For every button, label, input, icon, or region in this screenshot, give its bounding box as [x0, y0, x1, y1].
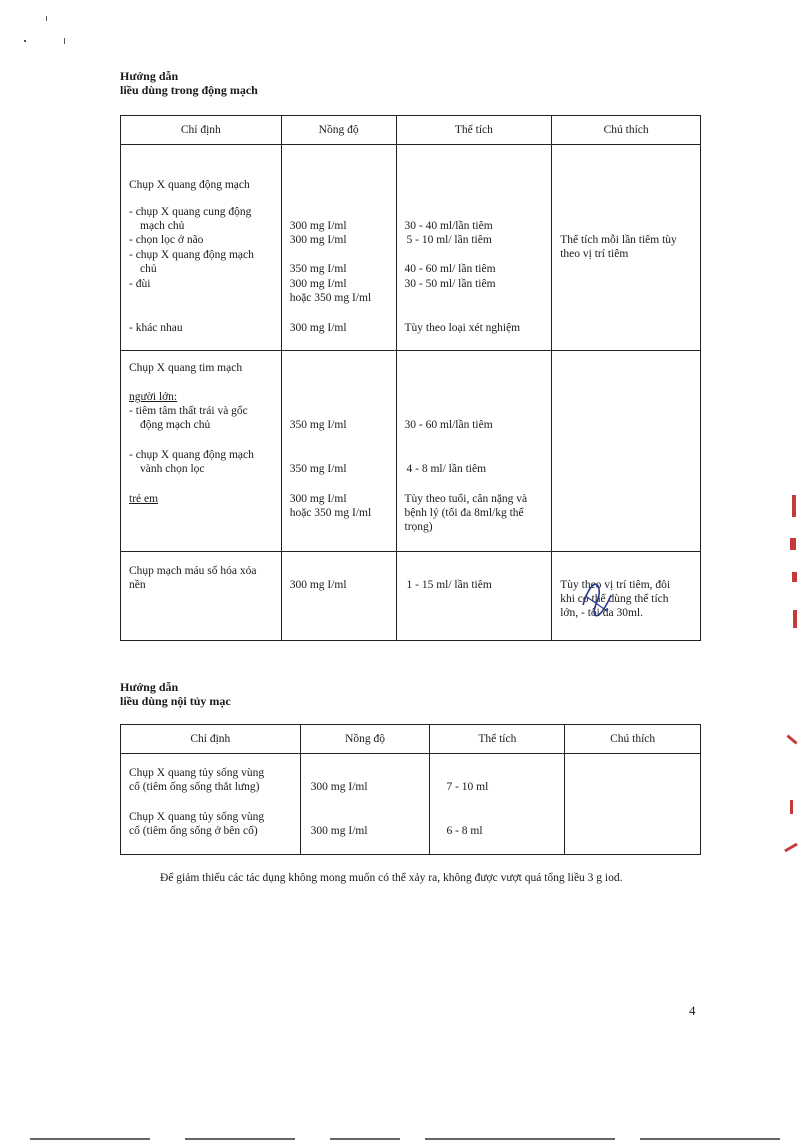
volume-value: Tùy theo tuổi, cân nặng và	[404, 493, 528, 505]
concentration-value: 300 mg I/ml	[310, 825, 368, 837]
indication-line: - chụp X quang cung động	[129, 206, 252, 218]
concentration-value: 300 mg I/ml	[310, 781, 368, 793]
section2-title-line1: Hướng dẫn	[120, 680, 179, 694]
child-label: trẻ em	[129, 493, 159, 505]
col-header-note: Chú thích	[552, 116, 701, 145]
table-row	[121, 145, 701, 351]
section1-title-line1: Hướng dẫn	[120, 69, 179, 83]
concentration-value: 300 mg I/ml	[289, 322, 347, 334]
concentration-value: 300 mg I/ml	[289, 278, 347, 290]
indication-line: Chụp X quang tủy sống vùng	[129, 767, 265, 779]
cell-concentration	[281, 351, 396, 552]
scan-edge-line	[640, 1138, 780, 1140]
volume-value: 7 - 10 ml	[446, 781, 489, 793]
cell-note	[552, 351, 701, 552]
indication-line: động mạch chủ	[140, 419, 211, 431]
note-text: lớn, - tối đa 30ml.	[560, 607, 643, 619]
indication-line: - chọn lọc ở não	[129, 234, 204, 246]
cell-indication	[121, 145, 282, 351]
indication-line: Chụp X quang tủy sống vùng	[129, 811, 265, 823]
cell-volume	[396, 145, 552, 351]
table-header-row	[121, 116, 701, 145]
volume-value: bệnh lý (tối đa 8ml/kg thể	[404, 507, 524, 519]
indication-line: Chụp mạch máu số hóa xóa	[129, 565, 257, 577]
cell-note	[552, 145, 701, 351]
table-header-row	[121, 725, 701, 754]
cell-indication	[121, 351, 282, 552]
volume-value: trọng)	[404, 521, 433, 533]
stamp-fragment	[786, 734, 797, 744]
indication-title: Chụp X quang tim mạch	[129, 362, 243, 374]
col-header-concentration: Nồng độ	[281, 116, 396, 145]
note-text: khi có thể dùng thể tích	[560, 593, 669, 605]
stamp-fragment	[793, 610, 797, 628]
note-text: Tùy theo vị trí tiêm, đôi	[560, 579, 671, 591]
indication-line: vành chọn lọc	[140, 463, 205, 475]
page-number: 4	[689, 1003, 696, 1018]
indication-line: - chụp X quang động mạch	[129, 449, 254, 461]
concentration-value: 300 mg I/ml	[289, 220, 347, 232]
concentration-value: 300 mg I/ml	[289, 234, 347, 246]
intra-arterial-dosage-table	[120, 115, 701, 641]
stamp-fragment	[792, 572, 797, 582]
cell-volume	[396, 552, 552, 641]
volume-value: Tùy theo loại xét nghiệm	[404, 322, 521, 334]
cell-concentration	[281, 552, 396, 641]
cell-indication	[121, 552, 282, 641]
adult-label: người lớn:	[129, 391, 178, 403]
cell-note	[552, 552, 701, 641]
stamp-fragment	[784, 843, 798, 853]
indication-line: nền	[129, 579, 146, 591]
indication-line: - chụp X quang động mạch	[129, 249, 254, 261]
scan-speck	[24, 40, 26, 42]
volume-value: 5 - 10 ml/ lần tiêm	[406, 234, 492, 246]
volume-value: 30 - 60 ml/lần tiêm	[404, 419, 493, 431]
stamp-fragment	[790, 800, 793, 814]
indication-line: - đùi	[129, 278, 151, 290]
intrathecal-dosage-table	[120, 724, 701, 855]
cell-indication	[121, 754, 301, 855]
col-header-indication: Chỉ định	[121, 725, 301, 754]
indication-title: Chụp X quang động mạch	[129, 179, 250, 191]
section2-heading	[120, 680, 231, 708]
indication-line: cổ (tiêm ống sống ở bên cổ)	[129, 825, 258, 837]
handwritten-signature-mark	[577, 575, 617, 623]
scan-edge-line	[330, 1138, 400, 1140]
cell-note	[565, 754, 701, 855]
concentration-value: 350 mg I/ml	[289, 419, 347, 431]
indication-line: - tiêm tâm thất trái và gốc	[129, 405, 248, 417]
volume-value: 40 - 60 ml/ lần tiêm	[404, 263, 496, 275]
scan-speck	[64, 38, 65, 44]
concentration-value: 350 mg I/ml	[289, 463, 347, 475]
stamp-fragment	[792, 495, 796, 517]
table-row	[121, 754, 701, 855]
scan-edge-line	[185, 1138, 295, 1140]
col-header-indication: Chỉ định	[121, 116, 282, 145]
indication-line: cổ (tiêm ống sống thắt lưng)	[129, 781, 260, 793]
concentration-value: 350 mg I/ml	[289, 263, 347, 275]
volume-value: 30 - 40 ml/lần tiêm	[404, 220, 493, 232]
volume-value: 6 - 8 ml	[446, 825, 483, 837]
scan-edge-line	[425, 1138, 615, 1140]
col-header-volume: Thể tích	[396, 116, 552, 145]
concentration-value: 300 mg I/ml	[289, 579, 347, 591]
note-text: theo vị trí tiêm	[560, 248, 629, 260]
scan-edge-line	[30, 1138, 150, 1140]
dosage-limit-footnote: Để giảm thiểu các tác dụng không mong muốn có thể xảy ra, không được vượt quá tổng liều 3 g iod.	[160, 872, 623, 884]
col-header-volume: Thể tích	[430, 725, 565, 754]
col-header-note: Chú thích	[565, 725, 701, 754]
section1-title-line2: liều dùng trong động mạch	[120, 83, 258, 97]
col-header-concentration: Nồng độ	[300, 725, 430, 754]
volume-value: 1 - 15 ml/ lần tiêm	[406, 579, 492, 591]
indication-line: mạch chủ	[140, 220, 185, 232]
concentration-value: hoặc 350 mg I/ml	[289, 507, 372, 519]
section2-title-line2: liều dùng nội tủy mạc	[120, 694, 231, 708]
cell-volume	[430, 754, 565, 855]
table-row	[121, 351, 701, 552]
cell-concentration	[300, 754, 430, 855]
cell-volume	[396, 351, 552, 552]
indication-line: - khác nhau	[129, 322, 183, 334]
volume-value: 4 - 8 ml/ lần tiêm	[406, 463, 487, 475]
cell-concentration	[281, 145, 396, 351]
concentration-value: hoặc 350 mg I/ml	[289, 292, 372, 304]
indication-line: chủ	[140, 263, 157, 275]
volume-value: 30 - 50 ml/ lần tiêm	[404, 278, 496, 290]
stamp-fragment	[790, 538, 796, 550]
note-text: Thể tích mỗi lần tiêm tùy	[560, 234, 677, 246]
scan-speck	[46, 16, 47, 21]
concentration-value: 300 mg I/ml	[289, 493, 347, 505]
section1-heading	[120, 69, 258, 97]
